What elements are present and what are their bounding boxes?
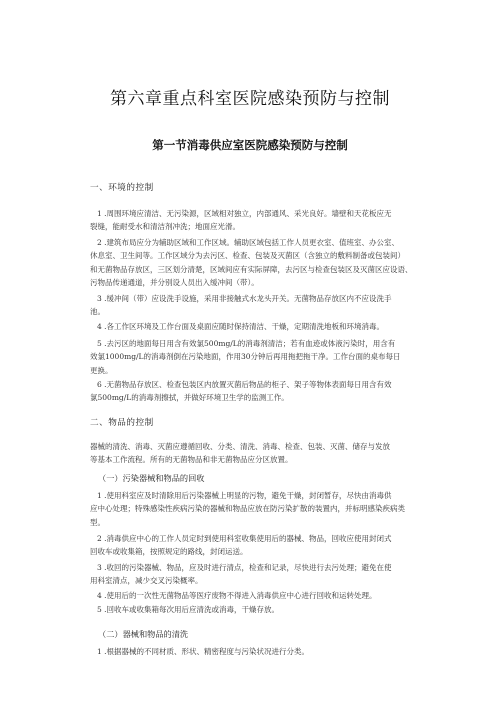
text-line: 器械的清洗、消毒、灭菌应遵循回收、分类、清洗、消毒、检查、包装、灭菌、储存与发放 (90, 442, 390, 451)
text-line: 2 .建筑布局应分为辅助区域和工作区域。辅助区域包括工作人员更衣室、值班室、办公室、 (97, 238, 400, 247)
recovery-paragraph-5 (90, 603, 416, 616)
chapter-title: 第六章重点科室医院感染预防与控制 (110, 89, 390, 109)
text-line: 1 .根据器械的不同材质、形状、精密程度与污染状况进行分类。 (97, 647, 310, 656)
recovery-paragraph-2 (90, 532, 416, 559)
text-line: 应中心处理；特殊感染性疾病污染的器械和物品应放在防污染扩散的装置内，并标明感染疾病类 (90, 504, 405, 514)
text-line: 池。 (90, 307, 105, 317)
text-line: 和无菌物品存放区，三区划分清楚，区域间应有实际屏障，去污区与检查包装区及灭菌区应设语、 (90, 264, 413, 274)
recovery-paragraph-4 (90, 589, 416, 602)
text-line: 休息室、卫生间等。工作区域分为去污区、检查、包装及灭菌区（含独立的敷料制备或包装间） (90, 251, 405, 261)
wash-paragraph-1 (90, 645, 416, 658)
text-line: 型。 (90, 517, 105, 527)
text-line: 回收车或收集箱，按照规定的路线，封闭运送。 (90, 547, 248, 557)
text-line: 更换。 (90, 365, 113, 375)
text-line: 4 .使用后的一次性无菌物品等医疗废物不得进入消毒供应中心进行回收和运转处理。 (97, 591, 377, 600)
text-line: 3 .缓冲间（带）应设洗手设施，采用非接触式水龙头开关。无菌物品存放区内不应设洗手 (97, 294, 392, 303)
env-paragraph-1 (90, 207, 416, 234)
subheading-recovery: （一）污染器械和物品的回收 (98, 473, 205, 483)
env-paragraph-2 (90, 236, 416, 290)
recovery-paragraph-1 (90, 489, 416, 529)
text-line: 3 .收回的污染器械、物品，应及时进行清点，检查和记录，尽快进行去污处理；避免在使 (97, 563, 392, 572)
heading-environment-control: 一、环境的控制 (90, 183, 154, 193)
text-line: 4 .各工作区环境及工作台面及桌面应随时保持清洁、干燥，定期清洗地板和环境消毒。 (97, 322, 385, 331)
subheading-washing: （二）器械和物品的清洗 (98, 629, 189, 639)
text-line: 1 .周围环境应清洁、无污染源，区域相对独立，内部通风、采光良好。墙壁和天花板应无 (97, 209, 392, 218)
items-paragraph (90, 440, 416, 467)
env-paragraph-4 (90, 320, 416, 333)
text-line: 氯500mg/L的消毒剂擦拭，并做好环境卫生学的监测工作。 (90, 393, 289, 403)
text-line: 6 .无菌物品存放区、检查包装区内放置灭菌后物品的柜子、架子等物体表面每日用含有效 (97, 380, 392, 389)
text-line: 5 .回收车或收集箱每次用后应清洗或消毒，干燥存放。 (97, 605, 280, 614)
text-line: 5 .去污区的地面每日用含有效氯500mg/L的消毒剂清洁；若有血迹或体液污染时，用含有 (97, 339, 396, 348)
text-line: 裂缝，能耐受水和清洁剂冲洗；地面应光滑。 (90, 222, 240, 232)
text-line: 1 .使用科室应及时清除用后污染器械上明显的污物，避免干燥，封闭暂存，尽快由消毒供 (97, 491, 392, 500)
text-line: 污物品传递通道，并分别设人员出入缓冲间（带）。 (90, 278, 259, 288)
text-line: 用科室清点，减少交叉污染概率。 (90, 576, 203, 586)
env-paragraph-6 (90, 378, 416, 405)
text-line: 2 .消毒供应中心的工作人员定时到使用科室收集使用后的器械、物品，回收应使用封闭式 (97, 534, 392, 543)
heading-items-control: 二、物品的控制 (90, 418, 154, 428)
recovery-paragraph-3 (90, 561, 416, 588)
section-title: 第一节消毒供应室医院感染预防与控制 (152, 138, 348, 152)
env-paragraph-5 (90, 337, 416, 377)
text-line: 效氯1000mg/L的消毒剂倒在污染地面，作用30分钟后再用拖把拖干净。工作台面的桌布每日 (90, 352, 401, 362)
env-paragraph-3 (90, 292, 416, 319)
text-line: 等基本工作流程。所有的无菌物品和非无菌物品应分区放置。 (90, 455, 293, 465)
